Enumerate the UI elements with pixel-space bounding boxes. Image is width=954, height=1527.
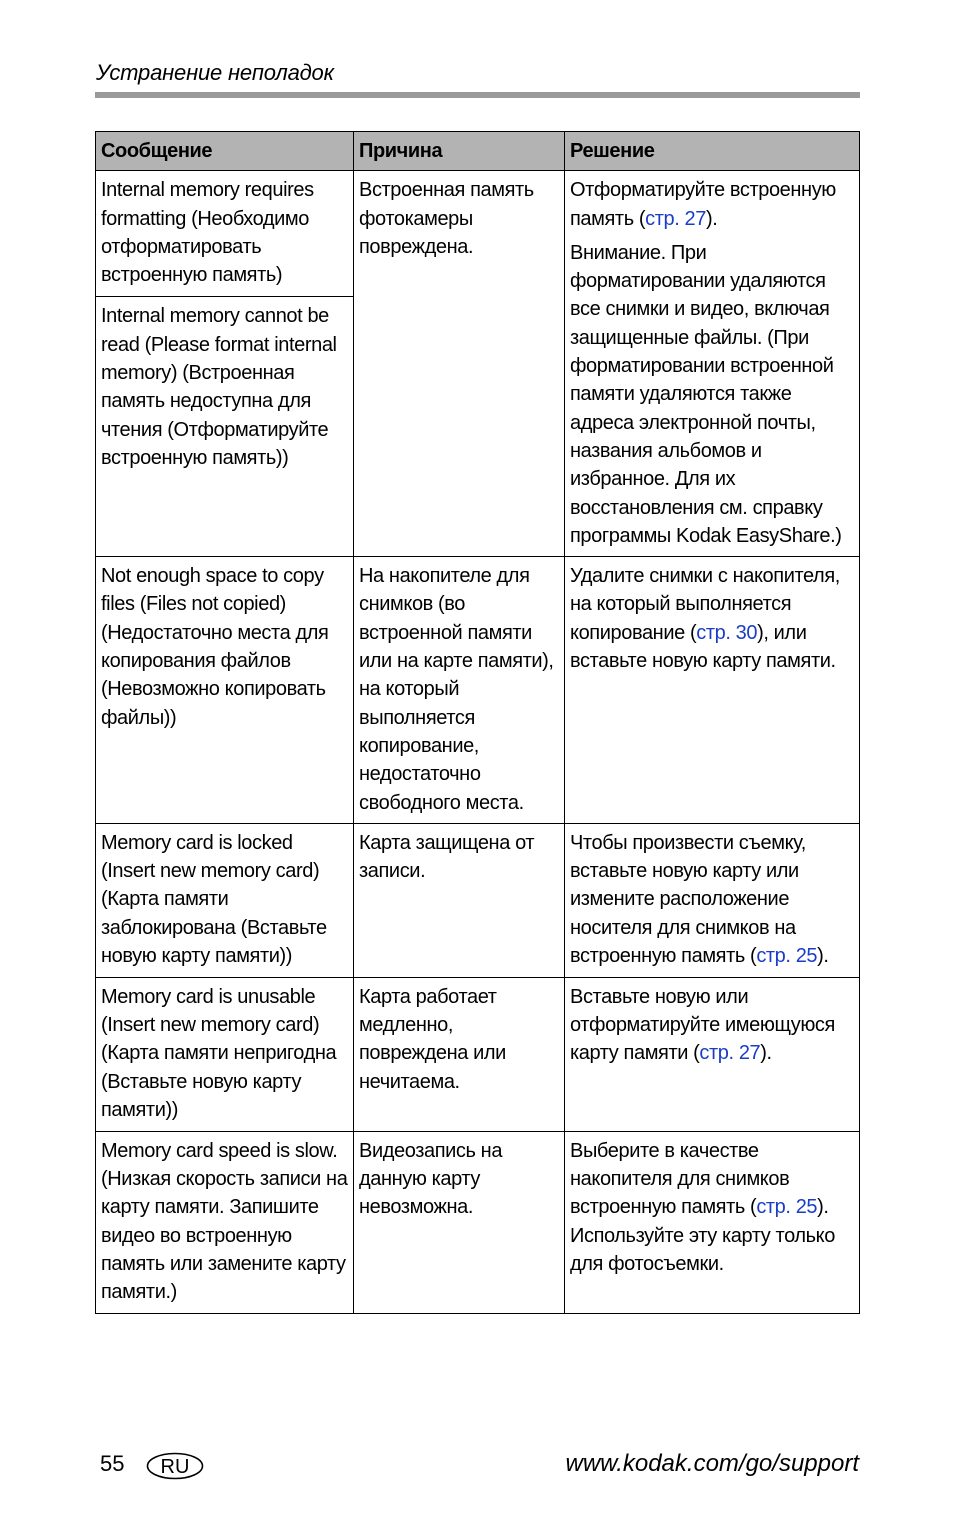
troubleshooting-table	[95, 131, 860, 1314]
cause-cell: На накопителе для снимков (во встроенной памяти или на карте памяти), на который выполняется копирование, недостаточно свободного места.	[354, 557, 565, 824]
page-link[interactable]: стр. 27	[645, 207, 706, 230]
message-cell: Not enough space to copy files (Files not copied) (Недостаточно места для копирования файлов (Невозможно копировать файлы))	[96, 557, 354, 824]
header-divider	[95, 92, 860, 98]
solution-cell: Чтобы произвести съемку, вставьте новую карту или измените расположение носителя для снимков на встроенную память (стр. 25).	[565, 823, 860, 977]
page-link[interactable]: стр. 25	[756, 1196, 818, 1219]
table-row	[96, 1131, 860, 1313]
cause-cell: Видеозапись на данную карту невозможна.	[354, 1131, 565, 1313]
solution-cell: Выберите в качестве накопителя для снимков встроенную память (стр. 25). Используйте эту карту только для фотосъемки.	[565, 1131, 860, 1313]
cause-cell: Встроенная память фотокамеры повреждена.	[354, 171, 565, 557]
page-number: 55	[100, 1451, 125, 1476]
solution-cell: Вставьте новую или отформатируйте имеющуюся карту памяти (стр. 27).	[565, 977, 860, 1131]
table-row	[96, 823, 860, 977]
page-link[interactable]: стр. 27	[699, 1042, 761, 1065]
column-header-cause: Причина	[354, 132, 565, 171]
cause-cell: Карта работает медленно, повреждена или нечитаема.	[354, 977, 565, 1131]
table-row	[96, 557, 860, 824]
cause-cell: Карта защищена от записи.	[354, 823, 565, 977]
solution-cell: Удалите снимки с накопителя, на который выполняется копирование (стр. 30), или вставьте новую карту памяти.	[565, 557, 860, 824]
message-cell: Internal memory requires formatting (Необходимо отформатировать встроенную память)	[96, 171, 354, 297]
page-header-title: Устранение неполадок	[96, 60, 334, 85]
message-cell: Memory card is unusable (Insert new memory card) (Карта памяти непригодна (Вставьте новую карту памяти))	[96, 977, 354, 1131]
table-header-row	[96, 132, 860, 171]
language-badge	[146, 1452, 204, 1480]
column-header-message: Сообщение	[96, 132, 354, 171]
page-link[interactable]: стр. 25	[756, 945, 818, 968]
table-row	[96, 171, 860, 297]
solution-paragraph: Отформатируйте встроенную память (стр. 27).	[570, 179, 836, 230]
page-link[interactable]: стр. 30	[696, 621, 758, 644]
table-row	[96, 977, 860, 1131]
warning-paragraph: Внимание. При форматировании удаляются все снимки и видео, включая защищенные файлы. (При форматировании встроенной памяти удаляются также адреса электронной почты, названия альбомов и избранное. Для их восстановления см. справку программы Kodak EasyShare.)	[570, 241, 842, 547]
column-header-solution: Решение	[565, 132, 860, 171]
language-badge-label: RU	[160, 1456, 190, 1478]
message-cell: Memory card is locked (Insert new memory card) (Карта памяти заблокирована (Вставьте новую карту памяти))	[96, 823, 354, 977]
support-url[interactable]: www.kodak.com/go/support	[565, 1450, 859, 1477]
message-cell: Memory card speed is slow. (Низкая скорость записи на карту памяти. Запишите видео во встроенную память или замените карту памяти.)	[96, 1131, 354, 1313]
message-cell: Internal memory cannot be read (Please format internal memory) (Встроенная память недоступна для чтения (Отформатируйте встроенную память))	[96, 297, 354, 557]
solution-cell	[565, 171, 860, 557]
